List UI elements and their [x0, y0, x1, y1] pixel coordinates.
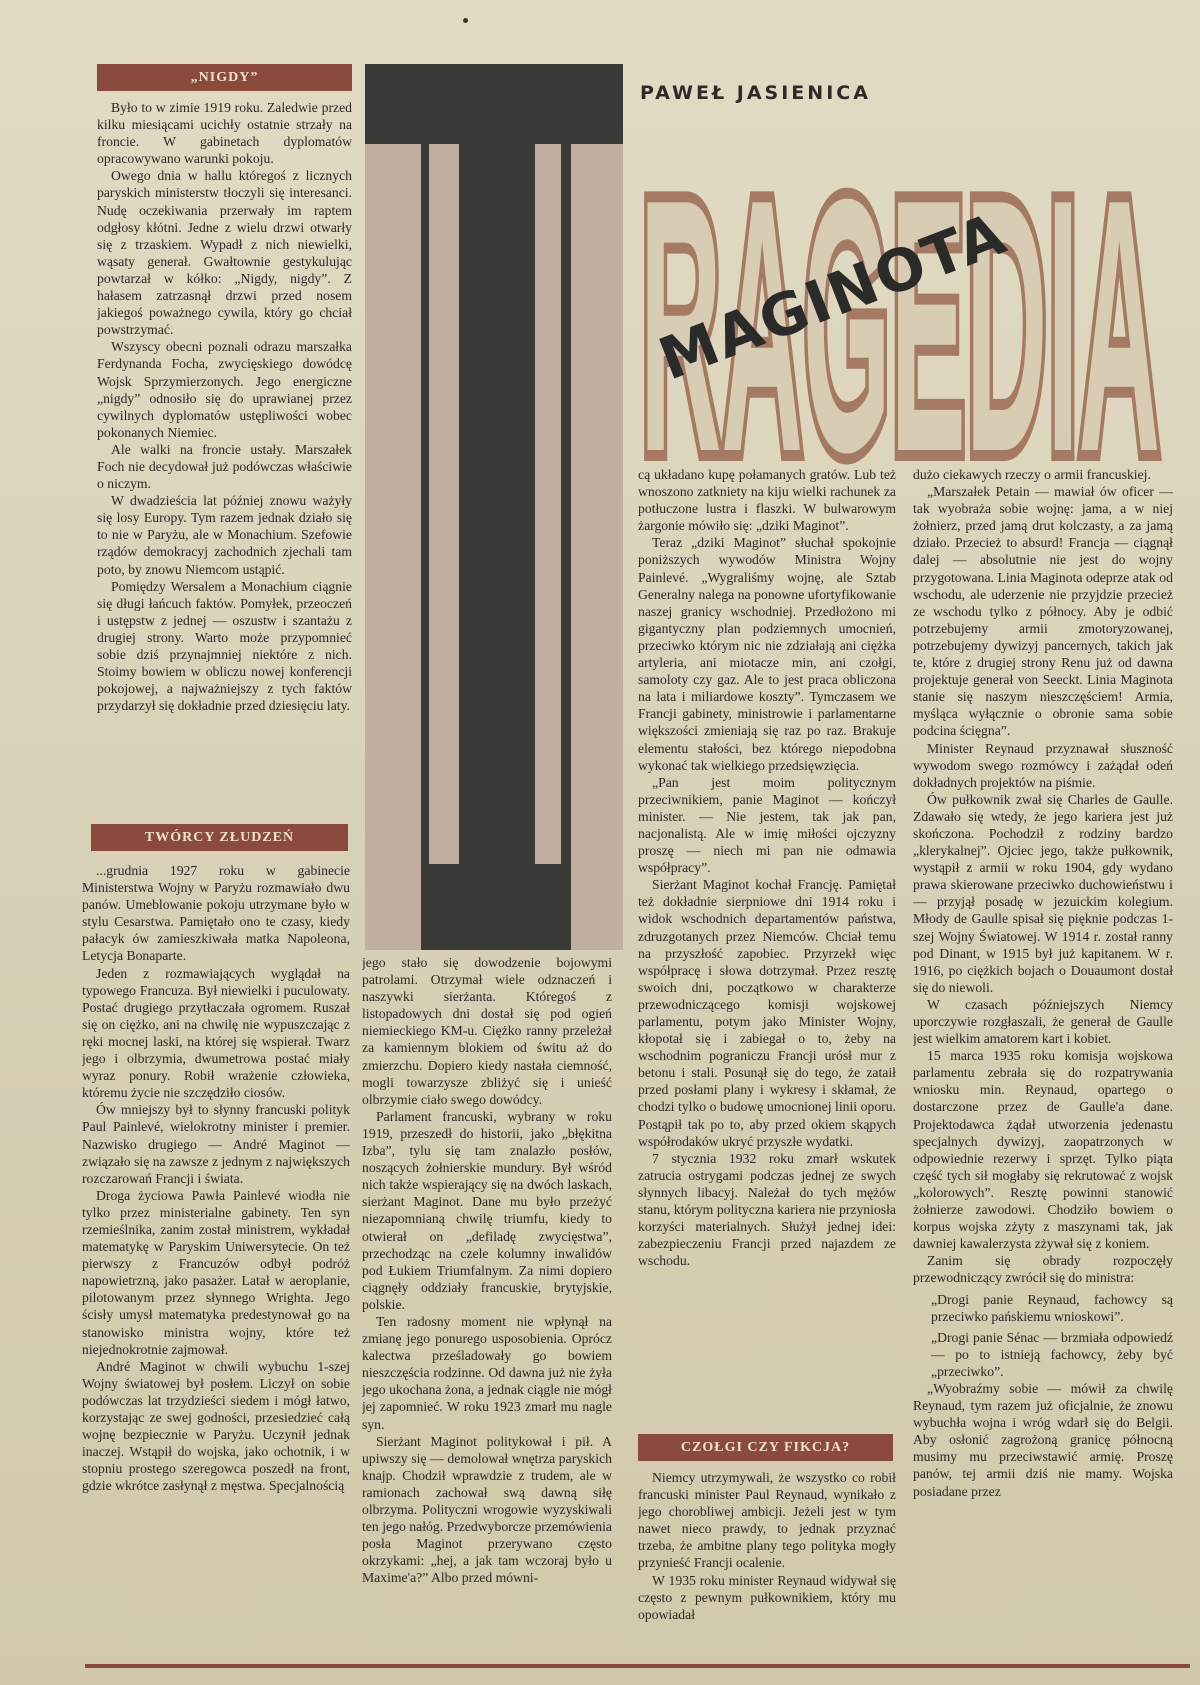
paragraph: Ów mniejszy był to słynny francuski polityk Paul Painlevé, wielokrotny minister i premier. Nazwisko drugiego — André Maginot — związało się na zawsze z jednym z największych rozczarowań Francji i świata.: [82, 1102, 350, 1186]
paragraph: W dwadzieścia lat później znowu ważyły się losy Europy. Tym razem jednak działo się to nie w Paryżu, ale w Monachium. Szefowie rządów demokracyj zachodnich zjechali tam poto, by znowu Niemcom ustąpić.: [97, 493, 352, 577]
paragraph: jego stało się dowodzenie bojowymi patrolami. Otrzymał wiele odznaczeń i naszywki sierżanta. Któregoś z listopadowych dni dostał się pod ogień niemieckiego KM-u. Ciężko ranny przeleżał za kamiennym blokiem od świtu aż do zmierzchu. Dopiero kiedy nastała ciemność, mogli towarzysze zbliżyć się i unieść olbrzymie ciało swego dowódcy.: [362, 955, 612, 1107]
paragraph: „Drogi panie Reynaud, fachowcy są przeciwko pańskiemu wnioskowi”.: [931, 1291, 1173, 1324]
paragraph: Sierżant Maginot politykował i pił. A upiwszy się — demolował wnętrza paryskich knajp. Chodził wprawdzie z trudem, ale w ramionach zachował swą dawną siłę olbrzyma. Polityczni wrogowie wyzyskiwali ten jego nałóg. Przedwyborcze przemówienia posła Maginot przerywano często okrzykami: „hej, a jak tam wczoraj było u Maxime'a?” Albo przed mówni-: [362, 1433, 612, 1586]
paragraph: André Maginot w chwili wybuchu 1-szej Wojny światowej był posłem. Liczył on sobie podówczas lat trzydzieści siedem i mógł łatwo, korzystając ze swej godności, przesiedzieć całą wojnę bezpiecznie w Paryżu. Uczynił jednak inaczej. Wstąpił do wojska, jako ochotnik, i w stopniu prostego szeregowca poszedł na front, gdzie wkrótce zasłynął z męstwa. Specjalnością: [82, 1358, 350, 1494]
title-ragedia-text-inner: RAGEDIA: [640, 125, 1160, 465]
t-stem-edge-right: [561, 144, 571, 950]
column-3b-text: [638, 1469, 896, 1657]
paragraph: ...grudnia 1927 roku w gabinecie Ministerstwa Wojny w Paryżu rozmawiało dwu panów. Umeblowanie pokoju utrzymane było w stylu Cesarstwa. Pamiętało ono te czasy, kiedy pałacyk ów zamieszkiwała matka Napoleona, Letycja Bonaparte.: [82, 863, 350, 964]
t-stem-inner-left: [429, 144, 459, 864]
section-header-czolgi: CZOŁGI CZY FIKCJA?: [638, 1434, 893, 1461]
t-crossbar: [365, 64, 623, 144]
paragraph: 7 stycznia 1932 roku zmarł wskutek zatrucia ostrygami podczas jednej ze swych słynnych libacyj. Należał do tych mężów stanu, którym polityczna kariera nie przyniosła korzyści materialnych. Służył jednej idei: zabezpieczeniu Francji przed najazdem ze wschodu.: [638, 1150, 896, 1269]
title-ragedia-text: RAGEDIA: [640, 125, 1160, 465]
section-header-nigdy: „NIGDY”: [97, 64, 352, 91]
paragraph: Było to w zimie 1919 roku. Zaledwie przed kilku miesiącami ucichły ostatnie strzały na froncie. W gabinetach dyplomatów opracowywano warunki pokoju.: [97, 100, 352, 167]
t-stem-inner-right: [535, 144, 561, 864]
title-maginota: MAGINOTA: [650, 198, 1016, 394]
paragraph: Pomiędzy Wersalem a Monachium ciągnie się długi łańcuch faktów. Pomyłek, przeoczeń i ustępstw z jednej — oszustw i szantażu z drugiej strony. Warto może przypomnieć sobie dziś przynajmniej niektóre z nich. Stoimy bowiem w obliczu nowej konferencji pokojowej, a najważniejszy z tych faktów przydarzył się dokładnie przed dziesięciu laty.: [97, 578, 352, 714]
paragraph: Teraz „dziki Maginot” słuchał spokojnie poniższych wywodów Ministra Wojny Painlevé. „Wygraliśmy wojnę, ale Sztab Generalny nalega na ponowne ufortyfikowanie naszej granicy wschodniej. Przedłożono mi gigantyczny plan podziemnych umocnień, przeciwko którym nic nie zdziałają ani ciężka artyleria, ani miotacze min, ani czołgi, samoloty czy gaz. Ale to jest praca obliczona na lata i miliardowe koszty”. Tymczasem we Francji gabinety, ministrowie i parlamentarne większości zmieniają się raz po raz. Brakuje elementu stałości, bez którego niepodobna wykonać tak wielkiego przedsięwzięcia.: [638, 535, 896, 773]
column-4-text: [913, 466, 1173, 1657]
paragraph: Owego dnia w hallu któregoś z licznych paryskich ministerstw tłoczyli się interesanci. Nudę oczekiwania przerwały im raptem odgłosy kłótni. Jedne z wielu drzwi otwarły się z trzaskiem. Wypadł z nich niewielki, wąsaty generał. Gwałtownie gestykulując powtarzał w kółko: „Nigdy, nigdy”. Z hałasem zatrzasnął drzwi przed nosem jakiegoś poważnego cywila, który go chciał powstrzymać.: [97, 168, 352, 338]
author-name: PAWEŁ JASIENICA: [640, 82, 871, 104]
paragraph: Ten radosny moment nie wpłynął na zmianę jego ponurego usposobienia. Oprócz kalectwa prześladowały go bowiem nieszczęścia rodzinne. Od dawna już nie żyła jego ukochana żona, a jednak ciągle nie mógł jej zapomnieć. W roku 1923 zmarł mu nagle syn.: [362, 1313, 612, 1432]
paragraph: Ów pułkownik zwał się Charles de Gaulle. Zdawało się wtedy, że jego kariera jest już skończona. Pochodził z rodziny bardzo „klerykalnej”. Ojciec jego, także pułkownik, wystąpił z armii w roku 1904, gdy wydano prawa skierowane przeciwko duchowieństwu i — przyjął posadę w jezuickim kolegium. Młody de Gaulle spisał się pięknie podczas 1-szej Wojny Światowej. W 1914 r. został ranny pod Dinant, w 1915 był już kapitanem. W r. 1916, po ciężkich bojach o Douaumont dostał się do niewoli.: [913, 791, 1173, 995]
paragraph: „Marszałek Petain — mawiał ów oficer — tak wyobraża sobie wojnę: jama, a w niej żołnierz, przed jamą drut kolczasty, a za jamą działo. Przecież to absurd! Francja — ciągnął dalej — absolutnie nie jest do wojny przygotowana. Linia Maginota odeprze atak od wschodu, ale uderzenie nie przyjdzie przecież ze wschodu tylko z północy. Aby je odbić potrzebujemy armii zmotoryzowanej, potrzebujemy dywizyj pancernych, takich jak te, które z drugiej strony Renu już od dawna projektuje generał von Seeckt. Linia Maginota stanie się naszym nieszczęściem! Armia, myśląca wyłącznie o obronie sama sobie podcina ścięgna”.: [913, 484, 1173, 739]
column-1-text: [97, 99, 352, 819]
paragraph: „Wyobraźmy sobie — mówił za chwilę Reynaud, tym razem już oficjalnie, że znowu wybuchła wojna i wróg wdarł się do Belgii. Aby osłonić zagrożoną granicę północną musimy mu przeciwstawić armię. Proszę panów, tej armii dziś nie mamy. Wojska posiadane przez: [913, 1380, 1173, 1499]
paragraph: Ale walki na froncie ustały. Marszałek Foch nie decydował już podówczas właściwie o niczym.: [97, 441, 352, 492]
paragraph: Niemcy utrzymywali, że wszystko co robił francuski minister Paul Reynaud, wynikało z jego chorobliwej ambicji. Jeżeli jest w tym nawet nieco prawdy, to jednak przyznać trzeba, że ambitne plany tego polityka mogły przynieść Francji ocalenie.: [638, 1470, 896, 1571]
title-letter-t-graphic: [365, 64, 623, 950]
column-2-text: [362, 954, 612, 1657]
paragraph: W 1935 roku minister Reynaud widywał się często z pewnym pułkownikiem, który mu opowiadał: [638, 1572, 896, 1622]
paragraph: Jeden z rozmawiających wyglądał na typowego Francuza. Był niewielki i puculowaty. Postać drugiego przytłaczała ogromem. Ruszał się on ciężko, ani na chwilę nie wypuszczając z ręki mocnej laski, na której się wspierał. Twarz jego i olbrzymia, dwumetrowa postać miały wyraz ponury. Robił wrażenie człowieka, któremu życie nie szczędziło ciosów.: [82, 965, 350, 1101]
paragraph: Parlament francuski, wybrany w roku 1919, przeszedł do historii, jako „błękitna Izba”, tylu się tam znalazło posłów, noszących żołnierskie mundury. Był wśród nich także wspierający się na dwóch laskach, sierżant Maginot. Dane mu było przeżyć niezapomnianą chwilę triumfu, kiedy to otwierał on „defiladę zwycięstwa”, przechodząc na czele kolumny inwalidów pod Łukiem Triumfalnym. Za nimi dopiero ciągnęły oddziały francuskie, brytyjskie, polskie.: [362, 1108, 612, 1312]
paragraph: 15 marca 1935 roku komisja wojskowa parlamentu zebrała się do rozpatrywania wniosku min. Reynaud, opartego o dostarczone przez de Gaulle'a dane. Projektodawca żądał utworzenia jedenastu specjalnych dywizyj, zaopatrzonych w odpowiednie rezerwy i sprzęt. Tylko piąta część tych sił mogłaby się rekrutować z wojsk „kolorowych”. Resztę powinni stanowić żołnierze zawodowi. Chodziło bowiem o korpus wojska zżyty z maszynami tak, jak dawniej kawalerzysta zżywał się z koniem.: [913, 1048, 1173, 1252]
paragraph: W czasach późniejszych Niemcy uporczywie rozgłaszali, że generał de Gaulle jest wielkim amatorem kart i kobiet.: [913, 996, 1173, 1047]
ink-dot: [463, 18, 468, 23]
paragraph: „Pan jest moim politycznym przeciwnikiem, panie Maginot — kończył minister. — Nie jestem, tak jak pan, nacjonalistą. Ale w imię miłości ojczyzny proszę — niech mi pan nie odmawia współpracy”.: [638, 774, 896, 876]
t-stem-edge-left: [421, 144, 429, 950]
paragraph: „Drogi panie Sénac — brzmiała odpowiedź — po to istnieją fachowcy, żeby być „przeciwko”.: [931, 1329, 1173, 1379]
paragraph: Minister Reynaud przyznawał słuszność wywodom swego rozmówcy i zażądał odeń dokładnych projektów na piśmie.: [913, 740, 1173, 790]
column-1b-text: [82, 862, 350, 1657]
paragraph: Wszyscy obecni poznali odrazu marszałka Ferdynanda Focha, zwycięskiego dowódcę Wojsk Sprzymierzonych. Jego energiczne „nigdy” odnosiło się do uprawianej przez cywilnych dyplomatów ustępliwości wobec pokonanych Niemiec.: [97, 339, 352, 440]
column-3-text: [638, 466, 896, 1431]
paragraph: Droga życiowa Pawła Painlevé wiodła nie tylko przez ministerialne gabinety. Ten syn rzemieślnika, zanim został ministrem, wykładał matematykę w Paryskim Uniwersytecie. On też pierwszy z Francuzów odbył podróż napowietrzną, jako pasażer. Latał w aeroplanie, pilotowanym przez słynnego Wrighta. Jego ścisły umysł matematyka predestynował go na stanowisko ministra wojny, które też niejednokrotnie zajmował.: [82, 1187, 350, 1357]
paragraph: Zanim się obrady rozpoczęły przewodniczący zwrócił się do ministra:: [913, 1253, 1173, 1286]
bottom-rule: [85, 1664, 1190, 1668]
paragraph: Sierżant Maginot kochał Francję. Pamiętał też dokładnie sierpniowe dni 1914 roku i widok wschodnich departamentów państwa, zdruzgotanych przez Niemców. Chciał temu na przyszłość zapobiec. Przyrzekł więc współpracę i słowa dotrzymał. Przez resztę swoich dni, początkowo w charakterze przewodniczącego komisji wojskowej parlamentu, potym jako Minister Wojny, kłopotał się i zabiegał o to, żeby na wschodnim pograniczu Francji urósł mur z betonu i stali. Posunął się do tego, że zataił przed posłami plany i wykresy i skłamał, że chodzi tylko o budowę umocnionej linii oporu. Postąpił tak po to, aby przed okiem skąpych współrodaków ukryć przyszłe wydatki.: [638, 877, 896, 1149]
paragraph: dużo ciekawych rzeczy o armii francuskiej.: [913, 467, 1151, 482]
section-header-tworcy: TWÓRCY ZŁUDZEŃ: [91, 824, 348, 851]
paragraph: cą układano kupę połamanych gratów. Lub też wnoszono zatkniety na kiju wielki rachunek za potłuczone lustra i flaszki. W bulwarowym żargonie mówiło się: „dziki Maginot”.: [638, 467, 896, 534]
